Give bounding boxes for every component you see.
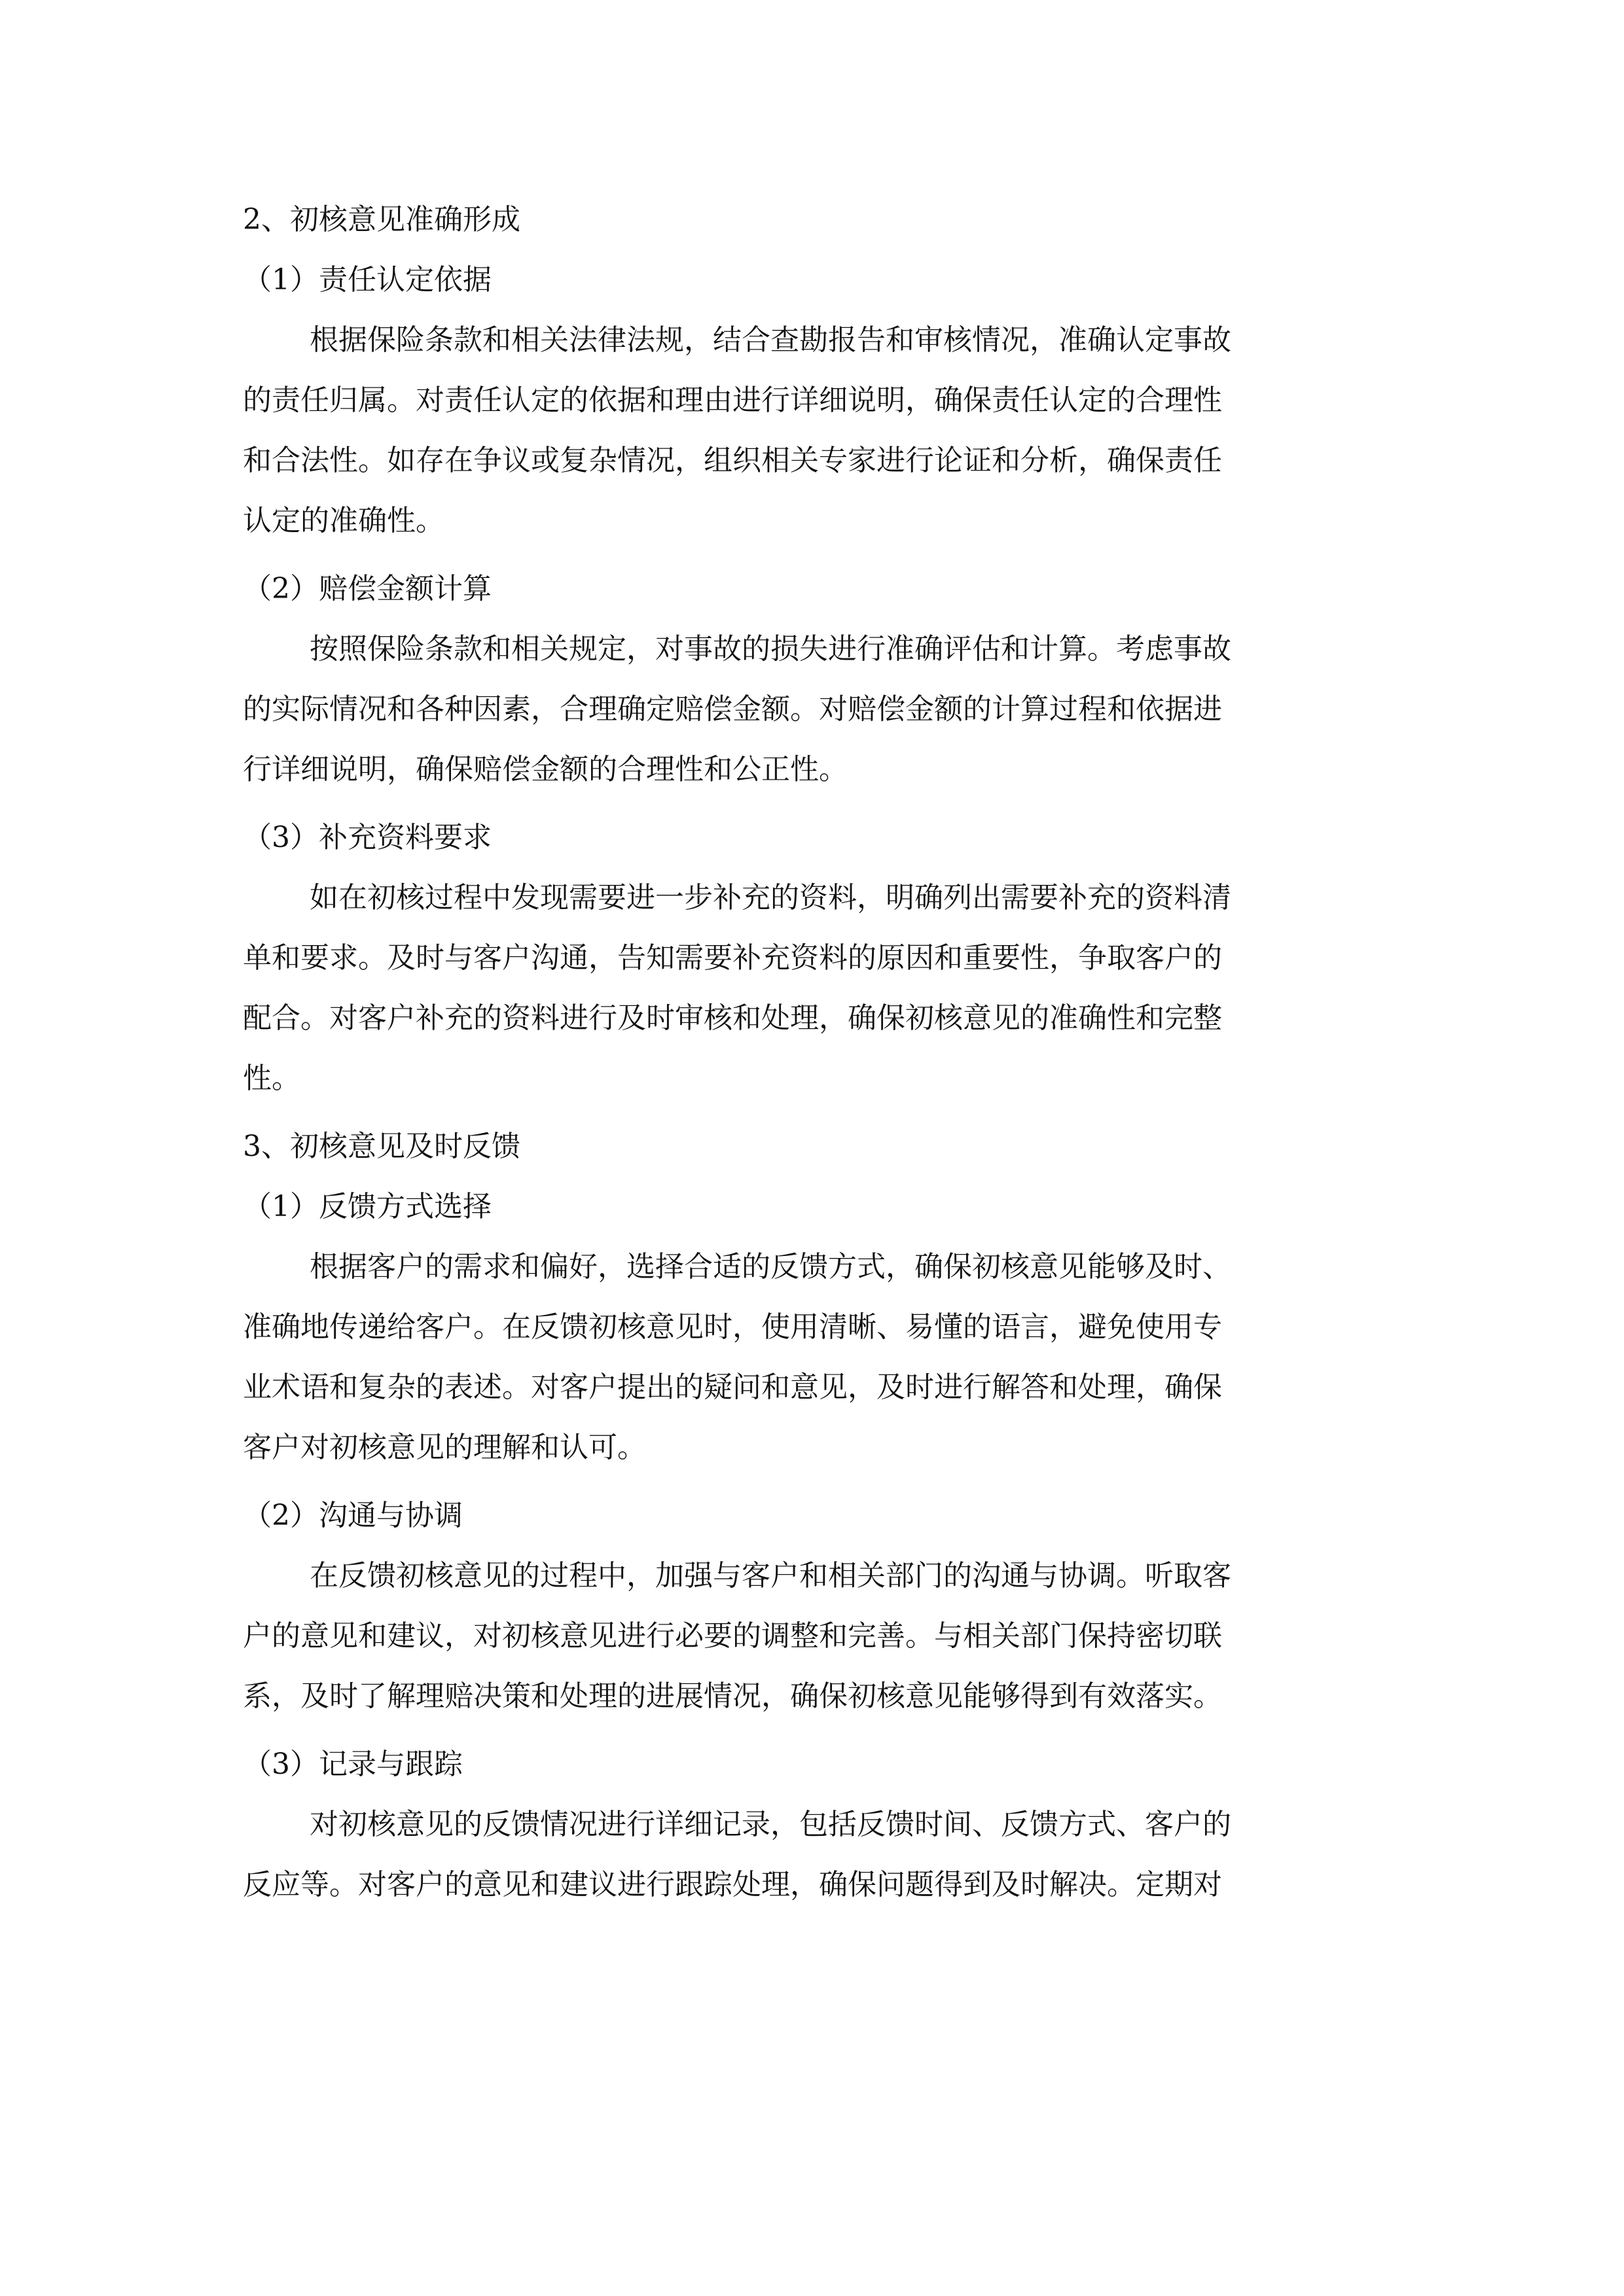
paragraph <box>243 310 1379 551</box>
subheading: （3）记录与跟踪 <box>243 1748 463 1781</box>
paragraph-line: 户的意见和建议，对初核意见进行必要的调整和完善。与相关部门保持密切联 <box>243 1619 1222 1653</box>
paragraph-line: 单和要求。及时与客户沟通，告知需要补充资料的原因和重要性，争取客户的 <box>243 941 1222 975</box>
paragraph-line: 性。 <box>243 1062 300 1095</box>
paragraph-line: 配合。对客户补充的资料进行及时审核和处理，确保初核意见的准确性和完整 <box>243 1001 1222 1035</box>
paragraph <box>243 868 1379 1109</box>
subheading: （2）沟通与协调 <box>243 1499 463 1532</box>
section-heading: 2、初核意见准确形成 <box>243 203 520 236</box>
subheading: （1）责任认定依据 <box>243 263 492 296</box>
paragraph-line: 的实际情况和各种因素，合理确定赔偿金额。对赔偿金额的计算过程和依据进 <box>243 692 1222 726</box>
paragraph-line: 行详细说明，确保赔偿金额的合理性和公正性。 <box>243 753 848 786</box>
paragraph-line: 业术语和复杂的表述。对客户提出的疑问和意见，及时进行解答和处理，确保 <box>243 1371 1222 1404</box>
paragraph-line: 系，及时了解理赔决策和处理的进展情况，确保初核意见能够得到有效落实。 <box>243 1679 1222 1713</box>
paragraph-line: 准确地传递给客户。在反馈初核意见时，使用清晰、易懂的语言，避免使用专 <box>243 1310 1222 1344</box>
paragraph-line: 的责任归属。对责任认定的依据和理由进行详细说明，确保责任认定的合理性 <box>243 384 1222 417</box>
subheading: （3）补充资料要求 <box>243 821 492 854</box>
document-body <box>243 190 1379 1915</box>
subheading: （1）反馈方式选择 <box>243 1190 492 1223</box>
paragraph-line: 对初核意见的反馈情况进行详细记录，包括反馈时间、反馈方式、客户的 <box>310 1808 1231 1841</box>
paragraph <box>243 1237 1379 1478</box>
paragraph-line: 认定的准确性。 <box>243 504 444 537</box>
paragraph-line: 根据客户的需求和偏好，选择合适的反馈方式，确保初核意见能够及时、 <box>310 1250 1231 1283</box>
paragraph-line: 反应等。对客户的意见和建议进行跟踪处理，确保问题得到及时解决。定期对 <box>243 1868 1222 1901</box>
paragraph <box>243 1546 1379 1727</box>
paragraph-line: 如在初核过程中发现需要进一步补充的资料，明确列出需要补充的资料清 <box>310 881 1231 914</box>
subheading: （2）赔偿金额计算 <box>243 572 492 605</box>
paragraph-line: 在反馈初核意见的过程中，加强与客户和相关部门的沟通与协调。听取客 <box>310 1559 1231 1592</box>
paragraph-line: 客户对初核意见的理解和认可。 <box>243 1431 646 1464</box>
paragraph-line: 和合法性。如存在争议或复杂情况，组织相关专家进行论证和分析，确保责任 <box>243 444 1222 477</box>
paragraph <box>243 619 1379 800</box>
paragraph-line: 按照保险条款和相关规定，对事故的损失进行准确评估和计算。考虑事故 <box>310 632 1231 666</box>
section-heading: 3、初核意见及时反馈 <box>243 1130 520 1163</box>
paragraph-line: 根据保险条款和相关法律法规，结合查勘报告和审核情况，准确认定事故 <box>310 323 1231 357</box>
paragraph <box>243 1795 1379 1915</box>
